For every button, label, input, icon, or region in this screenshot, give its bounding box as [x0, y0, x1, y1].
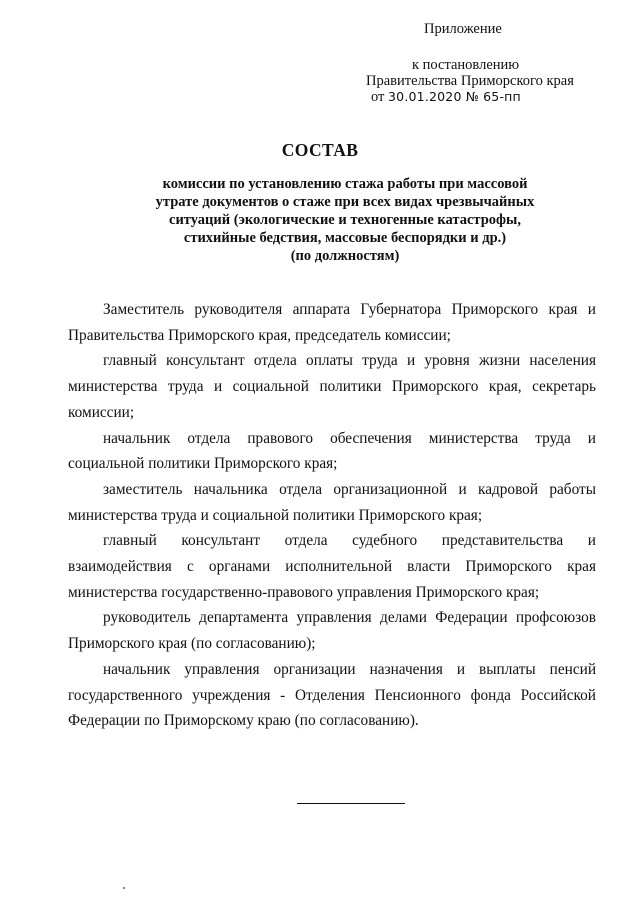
appendix-line-date — [371, 88, 521, 106]
subtitle-line: утрате документов о стаже при всех видах чрезвычайных — [155, 194, 535, 210]
member-item: руководитель департамента управления делами Федерации профсоюзов Приморского края (по согласованию); — [68, 609, 596, 653]
document-subtitle — [150, 175, 540, 265]
member-item: начальник управления организации назначения и выплаты пенсий государственного учреждения - Отделения Пенсионного фонда Российской Федерации по Приморскому краю (по согласованию). — [68, 660, 596, 730]
subtitle-line: (по должностям) — [290, 248, 400, 264]
member-item: главный консультант отдела судебного представительства и взаимодействия с органами исполнительной власти Приморского края министерства государственно-правового управления Приморского края; — [68, 532, 596, 601]
appendix-label: Приложение — [424, 21, 502, 37]
member-item: главный консультант отдела оплаты труда и уровня жизни населения министерства труда и социальной политики Приморского края, секретарь комиссии; — [68, 352, 596, 421]
member-item: начальник отдела правового обеспечения министерства труда и социальной политики Приморского края; — [68, 429, 596, 473]
appendix-date-prefix: от — [371, 89, 389, 105]
appendix-line-government: Правительства Приморского края — [366, 73, 574, 89]
scan-speck — [123, 887, 125, 889]
subtitle-line: ситуаций (экологические и техногенные катастрофы, — [169, 212, 521, 228]
member-item: заместитель начальника отдела организационной и кадровой работы министерства труда и социальной политики Приморского края; — [68, 480, 596, 524]
document-title: СОСТАВ — [281, 140, 359, 160]
members-list — [68, 297, 596, 734]
closing-divider — [297, 803, 405, 804]
appendix-date-number: 30.01.2020 № 65-пп — [388, 89, 521, 104]
subtitle-line: комиссии по установлению стажа работы при массовой — [162, 176, 528, 192]
member-item: Заместитель руководителя аппарата Губернатора Приморского края и Правительства Приморского края, председатель комиссии; — [68, 301, 596, 344]
subtitle-line: стихийные бедствия, массовые беспорядки и др.) — [183, 230, 507, 246]
appendix-line-resolution: к постановлению — [412, 57, 520, 73]
